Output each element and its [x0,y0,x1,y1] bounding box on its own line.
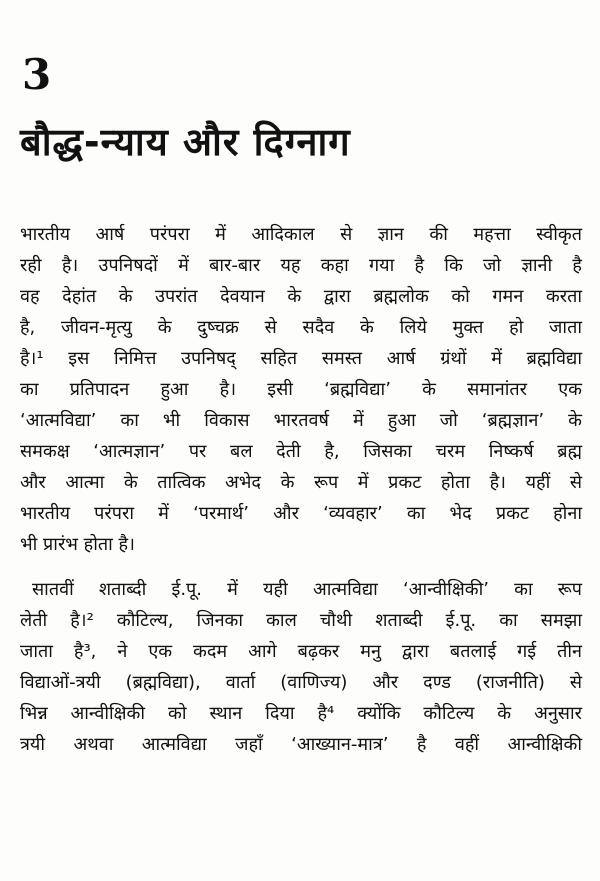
text-line: रही है। उपनिषदों में बार-बार यह कहा गया है कि जो ज्ञानी है [20,255,582,276]
text-line: सातवीं शताब्दी ई.पू. में यही आत्मविद्या ‘आन्वीक्षिकी’ का रूप [32,579,582,600]
text-line: समकक्ष ‘आत्मज्ञान’ पर बल देती है, जिसका चरम निष्कर्ष ब्रह्म [20,441,582,462]
text-line: और आत्मा के तात्विक अभेद के रूप में प्रकट होता है। यहीं से [20,472,582,493]
text-line: है।¹ इस निमित्त उपनिषद् सहित समस्त आर्ष ग्रंथों में ब्रह्मविद्या [20,348,582,369]
text-line: भिन्न आन्वीक्षिकी को स्थान दिया है⁴ क्योंकि कौटिल्य के अनुसार [20,703,582,724]
text-line: वह देहांत के उपरांत देवयान के द्वारा ब्रह्मलोक को गमन करता [20,286,582,307]
paragraph-2 [20,574,582,760]
chapter-number: 3 [22,50,52,99]
body-text [20,219,582,760]
chapter-title: बौद्ध-न्याय और दिग्नाग [20,120,351,164]
paragraph-gap [20,560,582,574]
text-line: भारतीय आर्ष परंपरा में आदिकाल से ज्ञान की महत्ता स्वीकृत [20,224,582,245]
text-line: त्रयी अथवा आत्मविद्या जहाँ ‘आख्यान-मात्र’ है वहीं आन्वीक्षिकी [20,734,582,755]
text-line: है, जीवन-मृत्यु के दुष्चक्र से सदैव के लिये मुक्त हो जाता [20,317,582,338]
text-line: जाता है³, ने एक कदम आगे बढ़कर मनु द्वारा बतलाई गई तीन [20,641,582,662]
text-line: भारतीय परंपरा में ‘परमार्थ’ और ‘व्यवहार’ का भेद प्रकट होना [20,503,582,524]
text-line: भी प्रारंभ होता है। [20,534,135,555]
paragraph-1 [20,219,582,560]
text-line: लेती है।² कौटिल्य, जिनका काल चौथी शताब्दी ई.पू. का समझा [20,610,582,631]
text-line: का प्रतिपादन हुआ है। इसी ‘ब्रह्मविद्या’ के समानांतर एक [20,379,582,400]
text-line: ‘आत्मविद्या’ का भी विकास भारतवर्ष में हुआ जो ‘ब्रह्मज्ञान’ के [20,410,582,431]
text-line: विद्याओं-त्रयी (ब्रह्मविद्या), वार्ता (वाणिज्य) और दण्ड (राजनीति) से [20,672,582,693]
